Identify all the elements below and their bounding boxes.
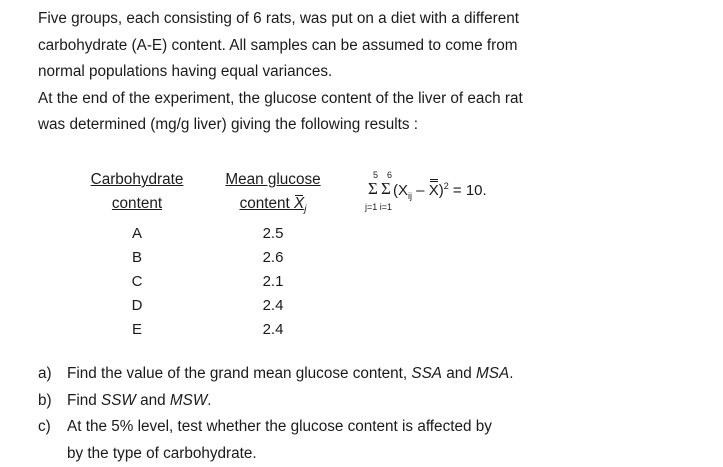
intro-line: Five groups, each consisting of 6 rats, was put on a diet with a different <box>38 6 708 33</box>
term-msw: MSW <box>170 392 207 409</box>
formula-ij: ij <box>408 191 412 201</box>
lower-limits: j=1 i=1 <box>365 202 392 212</box>
question-c <box>38 414 708 441</box>
mean-value: 2.4 <box>244 318 302 342</box>
question-label: b) <box>38 388 52 415</box>
group-letter: A <box>117 222 157 246</box>
question-text: At the 5% level, test whether the glucose content is affected by <box>67 418 492 435</box>
header-carb-line1: Carbohydrate <box>82 168 192 192</box>
question-text: Find the value of the grand mean glucose content, <box>67 365 411 382</box>
group-letter: B <box>117 246 157 270</box>
question-text: and <box>136 392 170 409</box>
group-letter: D <box>117 294 157 318</box>
problem-intro <box>38 6 708 139</box>
group-letter: E <box>117 318 157 342</box>
question-label: a) <box>38 361 52 388</box>
x-bar-symbol: X <box>294 195 304 212</box>
formula-equals: = 10. <box>449 182 487 199</box>
mean-value: 2.5 <box>244 222 302 246</box>
term-ssw: SSW <box>101 392 136 409</box>
formula-power: 2 <box>444 181 449 191</box>
question-label: c) <box>38 414 51 441</box>
outer-upper-limit: 5 <box>373 170 378 180</box>
mean-value: 2.6 <box>244 246 302 270</box>
formula-open: (X <box>393 182 408 199</box>
inner-sigma: Σ <box>381 179 391 199</box>
header-mean-line2 <box>214 192 332 222</box>
header-carb-line2: content <box>82 192 192 216</box>
question-text: by the type of carbohydrate. <box>67 445 257 462</box>
outer-sigma: Σ <box>368 179 378 199</box>
intro-line: was determined (mg/g liver) giving the following results : <box>38 112 708 139</box>
formula-body <box>393 181 487 201</box>
formula-close: ) <box>439 182 444 199</box>
mean-values-column <box>244 222 302 342</box>
term-ssa: SSA <box>411 365 442 382</box>
mean-value: 2.1 <box>244 270 302 294</box>
question-text: and <box>442 365 476 382</box>
header-mean-line1: Mean glucose <box>214 168 332 192</box>
question-text: . <box>509 365 513 382</box>
mean-value: 2.4 <box>244 294 302 318</box>
header-mean-line2-text: content <box>240 195 290 212</box>
question-text: Find <box>67 392 101 409</box>
question-b <box>38 388 708 415</box>
sum-of-squares-formula <box>365 165 565 225</box>
intro-line: normal populations having equal variances. <box>38 59 708 86</box>
formula-minus: – <box>412 182 429 199</box>
grand-mean-symbol: X <box>429 182 439 199</box>
header-mean-glucose <box>214 168 332 222</box>
header-carbohydrate-content <box>82 168 192 216</box>
group-letter: C <box>117 270 157 294</box>
intro-line: carbohydrate (A-E) content. All samples can be assumed to come from <box>38 33 708 60</box>
question-list <box>38 361 708 467</box>
question-c-continued <box>38 441 708 467</box>
question-a <box>38 361 708 388</box>
inner-upper-limit: 6 <box>387 170 392 180</box>
x-bar-subscript: j <box>304 204 306 215</box>
term-msa: MSA <box>476 365 509 382</box>
question-text: . <box>207 392 211 409</box>
intro-line: At the end of the experiment, the glucose content of the liver of each rat <box>38 86 708 113</box>
group-letters-column <box>117 222 157 342</box>
